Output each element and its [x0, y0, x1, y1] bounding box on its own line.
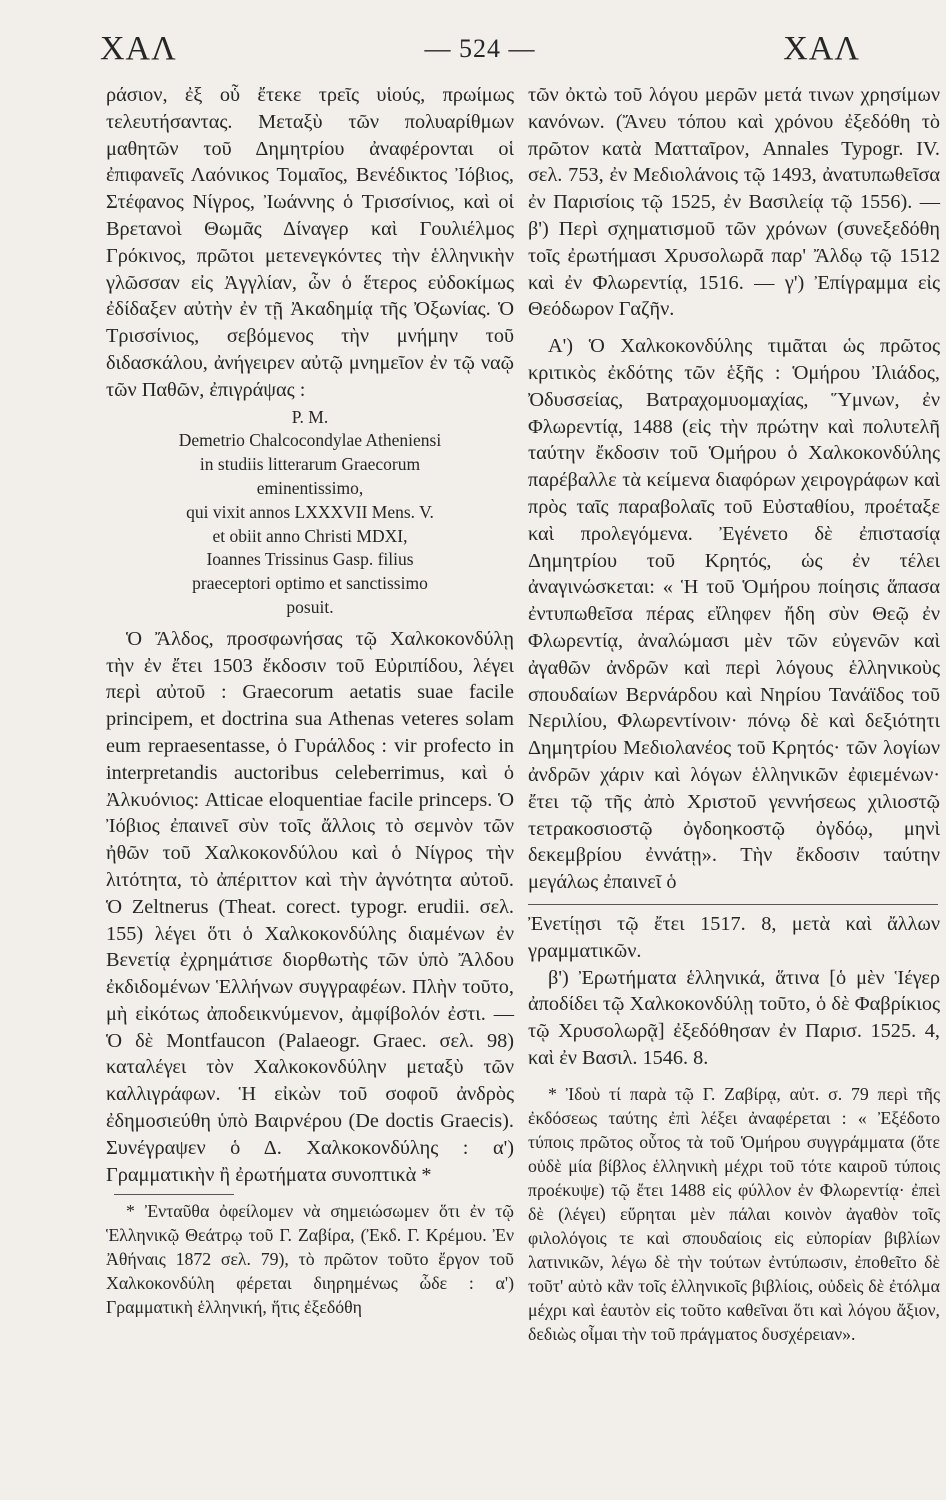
epitaph-line: Demetrio Chalcocondylae Atheniensi: [178, 430, 442, 451]
epitaph-line: in studiis litterarum Graecorum: [199, 454, 421, 475]
right-paragraph-1: τῶν ὀκτὼ τοῦ λόγου μερῶν μετά τινων χρησίμων κανόνων. (Ἄνευ τόπου καὶ χρόνου ἐξεδόθη τὸ πρῶτον κατὰ Ματταῖρον, Annales Typogr. IV. σελ. 753, ἐν Μεδιολάνοις τῷ 1493, ἀνατυπωθεῖσα ἐν Παρισίοις τῷ 1525, ἐν Βασιλείᾳ τῷ 1556). — β') Περὶ σχηματισμοῦ τῶν χρόνων (συνεξεδόθη τοῖς ἐρωτήμασι Χρυσολωρᾶ παρ' Ἄλδῳ τῷ 1512 καὶ ἐν Φλωρεντίᾳ, 1516. — γ') Ἐπίγραμμα εἰς Θεόδωρον Γαζῆν.: [528, 84, 940, 321]
left-footnote: * Ἐνταῦθα ὀφείλομεν νὰ σημειώσωμεν ὅτι ἐν τῷ Ἑλληνικῷ Θεάτρῳ τοῦ Γ. Ζαβίρα, (Ἐκδ. Γ. Κρέμου. Ἐν Ἀθήναις 1872 σελ. 79), τὸ πρῶτον τοῦτο ἔργον τοῦ Χαλκοκονδύλη φέρεται διηρημένως ὧδε : α') Γραμματικὴ ἑλληνική, ἥτις ἐξεδόθη: [106, 1201, 514, 1318]
section-divider: [528, 904, 938, 905]
right-column: [528, 82, 940, 1346]
right-paragraph-3: Ἐνετίῃσι τῷ ἔτει 1517. 8, μετὰ καὶ ἄλλων γραμματικῶν.: [528, 912, 940, 962]
left-paragraph-2: Ὁ Ἄλδος, προσφωνήσας τῷ Χαλκοκονδύλῃ τὴν ἐν ἔτει 1503 ἔκδοσιν τοῦ Εὐριπίδου, λέγει περὶ αὐτοῦ : Graecorum aetatis suae facile principem, et doctrina sua Athenas veteres solam eum repraesentasse, ὁ Γυράλδος : vir profecto in interpretandis auctoribus celeberrimus, καὶ ὁ Ἀλκυόνιος: Atticae eloquentiae facile princeps. Ὁ Ἰόβιος ἐπαινεῖ σὺν τοῖς ἄλλοις τὸ σεμνὸν τῶν ἠθῶν τοῦ Χαλκοκονδύλου καὶ ὁ Νίγρος τὴν λιτότητα, τὸ ἀπέριττον καὶ τὴν ἀγνότητα αὐτοῦ. Ὁ Zeltnerus (Theat. corect. typogr. erudii. σελ. 155) λέγει ὅτι ὁ Χαλκοκονδύλης διαμένων ἐν Βενετίᾳ ἐχρημάτισε διορθωτὴς τῶν ὑπὸ Ἄλδου ἐκδιδομένων Ἑλλήνων συγγραφέων. Πλὴν τοῦτο, μὴ εἰκότως ἀποδεικνύμενον, ἀμφίβολόν ἐστι. — Ὁ δὲ Montfaucon (Palaeogr. Graec. σελ. 98) καταλέγει τὸν Χαλκοκονδύλην μεταξὺ τῶν καλλιγράφων. Ἡ εἰκὼν τοῦ σοφοῦ ἀνδρὸς ἐδημοσιεύθη ὑπὸ Βαιρνέρου (De doctis Graecis). Συνέγραψεν ὁ Δ. Χαλκοκονδύλης : α') Γραμματικὴν ἢ ἐρωτήματα συνοπτικὰ *: [106, 627, 514, 1186]
epitaph-line: P. M.: [291, 406, 329, 427]
epitaph-line: eminentissimo,: [256, 477, 364, 498]
running-header: [100, 26, 860, 72]
epitaph-line: posuit.: [286, 596, 334, 617]
right-paragraph-4: β') Ἐρωτήματα ἑλληνικά, ἅτινα [ὁ μὲν Ἱέγερ ἀποδίδει τῷ Χαλκοκονδύλῃ τοῦτο, ὁ δὲ Φαβρίκιος τῷ Χρυσολωρᾷ] ἐξεδόθησαν ἐν Παρισ. 1525. 4, καὶ ἐν Βασιλ. 1546. 8.: [528, 966, 940, 1069]
page-number: — 524 —: [424, 34, 536, 63]
header-left-keyword: ΧΑΛ: [100, 30, 177, 67]
epitaph-line: qui vixit annos LXXXVII Mens. V.: [186, 501, 434, 522]
paragraph-spacer: [528, 1072, 940, 1082]
right-footnote: * Ἰδοὺ τί παρὰ τῷ Γ. Ζαβίρᾳ, αὐτ. σ. 79 περὶ τῆς ἐκδόσεως ταύτης ἐπὶ λέξει ἀναφέρεται : « Ἐξέδοτο τύποις πρῶτος οὗτος τὰ τοῦ Ὁμήρου συγγράμματα (ὅτε οὐδὲ μία βίβλος ἑλληνικὴ μέχρι τοῦ τότε καιροῦ τύποις προέκυψε) τῷ ἔτει 1488 εἰς φύλλον ἐν Φλωρεντίᾳ· ἐπεὶ δὲ (λέγει) εὕρηται μὲν πάλαι κοινὸν ἀγαθὸν τοῖς φιλολόγοις τε καὶ σπουδαίοις εἰς εὐπορίαν βιβλίων λατινικῶν, λέγω δὲ τὴν τούτων ἐντύπωσιν, ἐποθεῖτο δὲ τοῦτ' αὐτὸ κἂν τοῖς ἑλληνικοῖς βιβλίοις, οὐδεὶς δὲ ἐτόλμα μέχρι καὶ ἑαυτὸν εἰς τοῦτο καθεῖναι ὅτι καὶ λόγου ἄξιον, δεδιὼς οἶμαι τὴν τοῦ πράγματος δυσχέρειαν».: [528, 1083, 940, 1344]
epitaph-line: Ioannes Trissinus Gasp. filius: [206, 549, 414, 570]
latin-epitaph: [106, 406, 514, 620]
epitaph-line: et obiit anno Christi MDXI,: [212, 525, 408, 546]
footnote-divider: [114, 1194, 234, 1195]
right-paragraph-2: Α') Ὁ Χαλκοκονδύλης τιμᾶται ὡς πρῶτος κριτικὸς ἐκδότης τῶν ἑξῆς : Ὁμήρου Ἰλιάδος, Ὀδυσσείας, Βατραχομυομαχίας, Ὕμνων, ἐν Φλωρεντίᾳ, 1488 (εἰς τὴν πρώτην καὶ πολυτελῆ ταύτην ἔκδοσιν τοῦ Ὁμήρου ὁ Χαλκοκονδύλης παρέβαλλε τὰ κείμενα διαφόρων χειρογράφων καὶ πρὸς ταῖς παραβολαῖς τοῦ Εὐσταθίου, προέταξε καὶ προλεγόμενα. Ἐγένετο δὲ ἐπιστασίᾳ Δημητρίου τοῦ Κρητός, ὡς ἐν τέλει ἀναγινώσκεται: « Ἡ τοῦ Ὁμήρου ποίησις ἅπασα ἐντυπωθεῖσα πέρας εἴληφεν ἤδη σὺν Θεῷ ἐν Φλωρεντίᾳ, ἀναλώμασι μὲν τῶν εὐγενῶν καὶ ἀγαθῶν ἀνδρῶν καὶ περὶ λόγους ἑλληνικοὺς σπουδαίων Βερνάρδου καὶ Νηρίου Τανάϊδος τοῦ Νεριλίου, Φλωρεντίνοιν· πόνῳ δὲ καὶ δεξιότητι Δημητρίου Μεδιολανέος τοῦ Κρητός· τῶν λογίων ἀνδρῶν χάριν καὶ λόγων ἑλληνικῶν ἐφιεμένων· ἔτει τῷ τῆς ἀπὸ Χριστοῦ γεννήσεως χιλιοστῷ τετρακοσιοστῷ ὀγδοηκοστῷ ὀγδόῳ, μηνὶ δεκεμβρίου ἐννάτῃ». Τὴν ἔκδοσιν ταύτην μεγάλως ἐπαινεῖ ὁ: [528, 335, 940, 894]
header-right-keyword: ΧΑΛ: [783, 30, 860, 67]
paragraph-spacer: [528, 323, 940, 333]
left-paragraph-1: ράσιον, ἐξ οὗ ἔτεκε τρεῖς υἱούς, πρωίμως τελευτήσαντας. Μεταξὺ τῶν πολυαρίθμων μαθητῶν τοῦ Δημητρίου ἀναφέρονται οἱ ἐπιφανεῖς Λαόνικος Τομαῖος, Βενέδικτος Ἰόβιος, Στέφανος Νίγρος, Ἰωάννης ὁ Τρισσίνιος, καὶ οἱ Βρετανοὶ Θωμᾶς Δίναγερ καὶ Γουλιέλμος Γρόκινος, πρῶτοι μετενεγκόντες τὴν ἑλληνικὴν γλῶσσαν εἰς Ἀγγλίαν, ὧν ὁ ἕτερος εὐδοκίμως ἐδίδαξεν αὐτὴν ἐν τῇ Ἀκαδημίᾳ τῆς Ὀξωνίας. Ὁ Τρισσίνιος, σεβόμενος τὴν μνήμην τοῦ διδασκάλου, ἀνήγειρεν αὐτῷ μνημεῖον ἐν τῷ ναῷ τῶν Παθῶν, ἐπιγράψας :: [106, 84, 514, 401]
left-column: [106, 82, 514, 1319]
epitaph-line: praeceptori optimo et sanctissimo: [192, 573, 428, 594]
